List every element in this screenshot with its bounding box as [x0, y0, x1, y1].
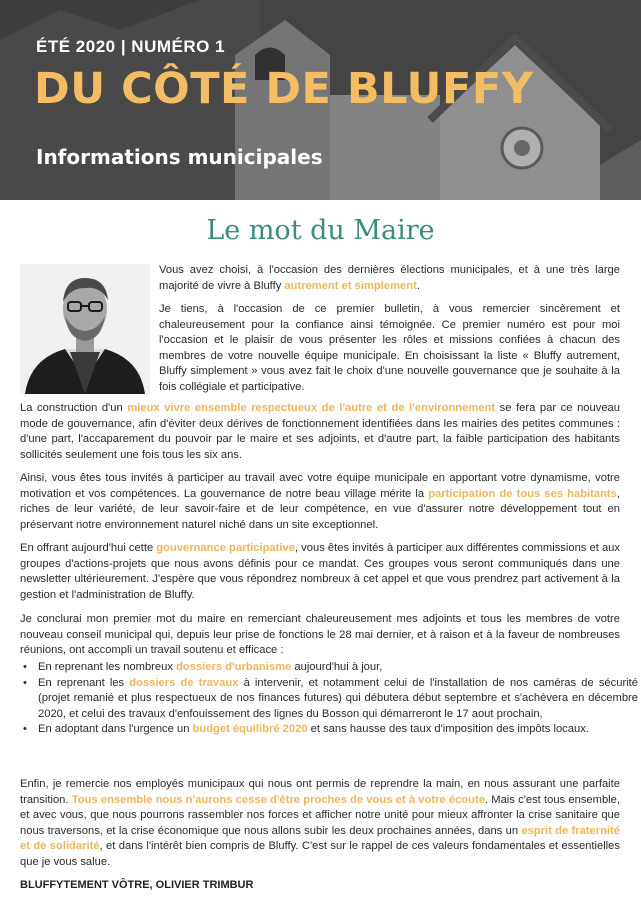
newsletter-subtitle: Informations municipales	[36, 145, 323, 169]
section-title: Le mot du Maire	[206, 215, 435, 246]
list-item: • En reprenant les nombreux dossiers d'urbanisme aujourd'hui à jour,	[38, 660, 638, 676]
closing-paragraph: Enfin, je remercie nos employés municipaux qui nous ont permis de reprendre la main, en nous assurant une parfaite transition. Tous ensemble nous n'aurons cesse d'être proches de vous et à votre écoute. Mais c'est tous ensemble, et avec vous, que nous pourrons rassembler nos forces et afficher notre unité pour mieux affronter la crise sanitaire que nous traversons, et la crise économique que nous allons subir les deux prochaines années, dans un esprit de fraternité et de solidarité, et dans l'intérêt bien compris de Bluffy. C'est sur le rappel de ces valeurs fondamentales et essentielles que je vous salue.	[20, 778, 620, 868]
list-item: • En adoptant dans l'urgence un budget équilibré 2020 et sans hausse des taux d'imposition des impôts locaux.	[38, 722, 638, 738]
paragraph-5: En offrant aujourd'hui cette gouvernance participative, vous êtes invités à participer aux différentes commissions et aux groupes d'actions-projets que nous avons définis pour ce mandat. Ces groupes vous seront communiqués dans une newsletter ultérieurement. J'espère que vous répondrez nombreux à cet appel et que vous prendrez part activement à la gestion et l'administration de Bluffy.	[20, 542, 620, 601]
paragraph-3: La construction d'un mieux vivre ensemble respectueux de l'autre et de l'environnement se fera par ce nouveau mode de gouvernance, afin d'éviter deux dérives de fonctionnement identifiées dans les mairies des petites communes : d'une part, l'accaparement du pouvoir par le maire et ses adjoints, et d'autre part, la faible participation des habitants sollicités seulement une fois tous les six ans.	[20, 402, 621, 461]
paragraph-4: Ainsi, vous êtes tous invités à participer au travail avec votre équipe municipale en apportant votre dynamisme, votre motivation et vos compétences. La gouvernance de notre beau village mérite la participation de tous ses habitants, riches de leur variété, de leur savoir-faire et de leur compétence, en vue d'assurer notre développement tout en préservant notre environnement naturel niché dans un site exceptionnel.	[20, 472, 620, 531]
achievements-list	[20, 660, 638, 738]
signature: BLUFFYTEMENT VÔTRE, OLIVIER TRIMBUR	[20, 879, 254, 891]
list-item: • En reprenant les dossiers de travaux à intervenir, et notamment celui de l'installation de nos caméras de sécurité (projet remanié et plus respectueux de nos finances futures) qui débutera début septembre et s'achèvera en décembre 2020, et celui des travaux d'enfouissement des lignes du Bosson qui démarreront le 17 aout prochain,	[38, 676, 638, 723]
paragraph-1: Vous avez choisi, à l'occasion des dernières élections municipales, et à une très large majorité de vivre à Bluffy autrement et simplement.	[159, 264, 620, 292]
newsletter-title: DU CÔTÉ DE BLUFFY	[34, 64, 534, 114]
header-banner	[0, 0, 641, 200]
issue-label: ÉTÉ 2020 | NUMÉRO 1	[36, 37, 226, 56]
mayor-portrait	[20, 264, 150, 394]
paragraph-6: Je conclurai mon premier mot du maire en remerciant chaleureusement mes adjoints et tous les membres de votre nouveau conseil municipal qui, depuis leur prise de fonctions le 28 mai dernier, et à raison et à la faveur de nombreuses réunions, ont accompli un travail soutenu et efficace :	[20, 613, 620, 656]
paragraph-2: Je tiens, à l'occasion de ce premier bulletin, à vous remercier sincèrement et chaleureusement pour la confiance ainsi témoignée. Ce premier numéro est pour moi l'occasion et le plaisir de vous présenter les rôles et missions confiées à chacun des membres de votre nouvelle équipe municipale. En choisissant la liste « Bluffy autrement, Bluffy simplement » vous avez fait le choix d'une nouvelle gouvernance que je souhaite à la fois collégiale et participative.	[159, 303, 620, 393]
